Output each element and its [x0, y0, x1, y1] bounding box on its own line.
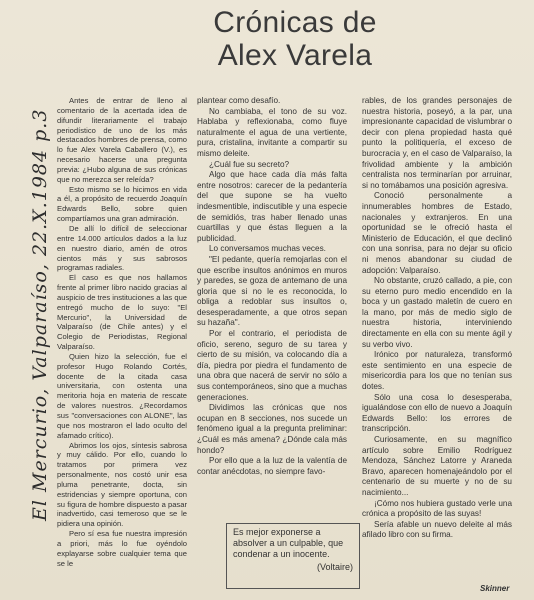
paragraph: Irónico por naturaleza, transformó este sentimiento en una especie de misericordia para los que no tenían sus dotes. — [362, 350, 512, 392]
quote-text: Es mejor exponerse a absolver a un culpable, que condenar a un inocente. — [233, 527, 344, 559]
paragraph: ¿Cuál fue su secreto? — [209, 159, 290, 169]
paragraph: Esto mismo se lo hicimos en vida a él, a propósito de recuerdo Joaquín Edwards Bello, sobre quien compartíamos una gran admiración. — [57, 184, 187, 224]
paragraph: Dividimos las crónicas que nos ocupan en 8 secciones, nos sucede un fenómeno igual a la pregunta preliminar: ¿Cuál es más amena? ¿Dónde cala más hondo? — [197, 403, 347, 455]
quote-author: (Voltaire) — [316, 562, 353, 572]
article-title: Crónicas de Alex Varela — [213, 6, 377, 72]
paragraph: ¡Cómo nos hubiera gustado verle una crónica a propósito de las suyas! — [362, 498, 512, 519]
paragraph: Lo conversamos muchas veces. — [209, 244, 326, 254]
paragraph: rables, de los grandes personajes de nuestra historia, poseyó, a la par, una impresionante capacidad de vislumbrar o decir con plena propiedad hasta qué punto la politiquería, el exceso de burocracia y, en el caso de Valparaíso, la frivolidad ambiente y la ambición centralista nos terminarían por arruinar, si no tomábamos una posición agresiva. — [362, 96, 512, 190]
column-3 — [362, 96, 512, 541]
column-2 — [197, 96, 347, 477]
quote-box — [226, 523, 360, 589]
paragraph: Por el contrario, el periodista de oficio, sereno, seguro de su tarea y cierto de su misión, va colocando día a día, piedra por piedra el fundamento de una obra que nacerá de servir no sólo a sus contemporáneos, sino que a muchas generaciones. — [197, 329, 347, 402]
paragraph: Por ello que a la luz de la valentía de contar anécdotas, no siempre favo- — [197, 456, 347, 476]
paragraph: No obstante, cruzó callado, a pie, con su eterno puro medio encendido en la boca y un gastado maletín de cuero en la mano, por más de medio siglo de nuestra historia, interviniendo directamente en ella con su mente ágil y su verbo vivo. — [362, 276, 512, 349]
paragraph: Pero sí esa fue nuestra impresión a priori, más lo fue oyéndolo explayarse sobre cualquier tema que se le — [57, 529, 187, 568]
paragraph: "El pedante, quería remojarlas con el que escribe insultos anónimos en muros y paredes, se goza de antemano de una gloria que si no le es reconocida, lo obliga a redoblar sus insultos o, desesperadamente, a que otros sepan su hazaña". — [197, 254, 347, 328]
paragraph: Sería afable un nuevo deleite al más afilado libro con su firma. — [362, 519, 512, 540]
paragraph: plantear como desafío. — [197, 96, 281, 105]
paragraph: Abrimos los ojos, síntesis sabrosa y muy cálido. Por ello, cuando lo tratamos por primera vez personalmente, nos costó unir esa pluma penetrante, docta, sin estridencias y siempre oportuna, con su figura de hombre dispuesto a pasar inadvertido, casi temeroso que se le pidiera una opinión. — [57, 440, 187, 529]
paragraph: Quien hizo la selección, fue el profesor Hugo Rolando Cortés, docente de la citada casa universitaria, con ostenta una meritoria hoja en materia de rescate de valores nuestros. ¿Recordamos sus "conversaciones con ALONE", las que nos mostraron el lado oculto del afamado crítico). — [57, 351, 187, 440]
signature: Skinner — [480, 584, 510, 593]
paragraph: El caso es que nos hallamos frente al primer libro nacido gracias al auspicio de tres instituciones a las que entregó mucho de lo suyo: "El Mercurio", la Universidad de Valparaíso (de Chile antes) y el Colegio de Periodistas, Regional Valparaíso. — [57, 273, 188, 352]
handwritten-source-note: El Mercurio, Valparaíso, 22.X.1984 p.3 — [29, 108, 51, 521]
column-1 — [57, 96, 187, 569]
paragraph: Conoció personalmente a innumerables hombres de Estado, nacionales y extranjeros. En una oportunidad se le ofreció hasta el Ministerio de Educación, el que declinó con una sonrisa, para no dejar su oficio ni menos abandonar su ciudad de adopción: Valparaíso. — [362, 191, 512, 275]
paragraph: Curiosamente, en su magnífico artículo sobre Emilio Rodríguez Mendoza, Sánchez Latorre y Araneda Bravo, aparecen homenajeándolo por el centenario de su muerte y no de su nacimiento... — [362, 435, 512, 497]
paragraph: No cambiaba, el tono de su voz. Hablaba y reflexionaba, como fluye naturalmente el agua de una vertiente, pura, cristalina, invitante a compartir su mismo deleite. — [197, 106, 347, 158]
paragraph: Algo que hace cada día más falta entre nosotros: carecer de la pedantería del que supone se ha vuelto indesmentible, indiscutible y una especie de semidiós, tras haber llenado unas cuartillas y que éstas lleguen a la publicidad. — [197, 170, 347, 243]
paragraph: Antes de entrar de lleno al comentario de la acertada idea de difundir literariamente el trabajo periodístico de uno de los más destacados hombres de prensa, como lo fue Alex Varela Caballero (V.), es necesario hacerse una pregunta previa: ¿Hubo alguna de sus crónicas que no merezca ser releída? — [57, 96, 187, 184]
paragraph: Sólo una cosa lo desesperaba, igualándose con ello de nuevo a Joaquín Edwards Bello: los errores de transcripción. — [362, 392, 512, 434]
paragraph: De allí lo difícil de seleccionar entre 14.000 artículos dados a la luz en nuestro diario, amén de otros cientos más y sus sabrosos programas radiales. — [57, 223, 187, 273]
